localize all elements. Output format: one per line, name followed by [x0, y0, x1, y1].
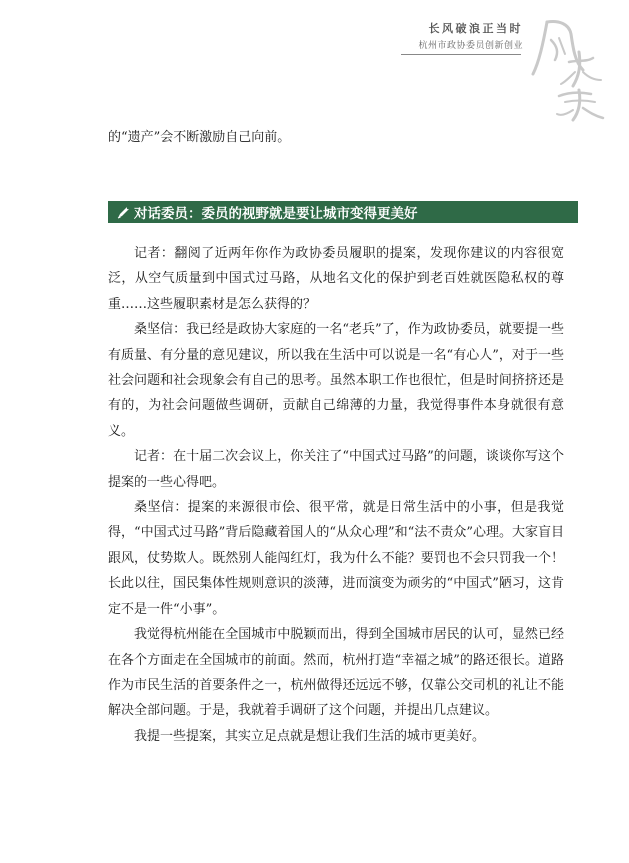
pen-nib-icon — [116, 204, 132, 220]
paragraph-reporter-q2: 记者：在十届二次会议上，你关注了“中国式过马路”的问题，谈谈你写这个提案的一些心得吧。 — [108, 449, 564, 490]
paragraph-answer-2: 桑坚信：提案的来源很市侩、很平常，就是日常生活中的小事，但是我觉得，“中国式过马路”背后隐藏着国人的“从众心理”和“法不责众”心理。大家盲目跟风，仗势欺人。既然别人能闯红灯，我为什么不能？要罚也不会只罚我一个！长此以往，国民集体性规则意识的淡薄，进而演变为顽劣的“中国式”陋习，这肯定不是一件“小事”。 — [108, 500, 564, 617]
header-divider — [401, 54, 521, 55]
dialogue-body — [108, 241, 564, 749]
running-header — [418, 14, 607, 124]
carry-over-text: 的“遗产”会不断激励自己向前。 — [108, 130, 291, 145]
paragraph-answer-1: 桑坚信：我已经是政协大家庭的一名“老兵”了，作为政协委员，就要提一些有质量、有分量的意见建议，所以我在生活中可以说是一名“有心人”，对于一些社会问题和社会现象会有自己的思考。虽然本职工作也很忙，但是时间挤挤还是有的，为社会问题做些调研，贡献自己绵薄的力量，我觉得事件本身就很有意义。 — [108, 322, 564, 439]
paragraph-reporter-q1: 记者：翻阅了近两年你作为政协委员履职的提案，发现你建议的内容很宽泛，从空气质量到中国式过马路，从地名文化的保护到老百姓就医隐私权的尊重……这些履职素材是怎么获得的？ — [108, 246, 564, 312]
header-title: 长风破浪正当时 — [428, 22, 523, 35]
header-subtitle: 杭州市政协委员创新创业 — [418, 41, 523, 51]
paragraph-answer-4: 我提一些提案，其实立足点就是想让我们生活的城市更美好。 — [134, 728, 486, 744]
section-heading-bar — [108, 201, 578, 223]
section-heading-text: 对话委员：委员的视野就是要让城市变得更美好 — [134, 206, 418, 222]
paragraph-answer-3: 我觉得杭州能在全国城市中脱颖而出，得到全国城市居民的认可，显然已经在各个方面走在全国城市的前面。然而，杭州打造“幸福之城”的路还很长。道路作为市民生活的首要条件之一，杭州做得还远远不够，仅靠公交司机的礼让不能解决全部问题。于是，我就着手调研了这个问题，并提出几点建议。 — [108, 627, 564, 719]
calligraphy-mark-icon — [529, 14, 607, 124]
